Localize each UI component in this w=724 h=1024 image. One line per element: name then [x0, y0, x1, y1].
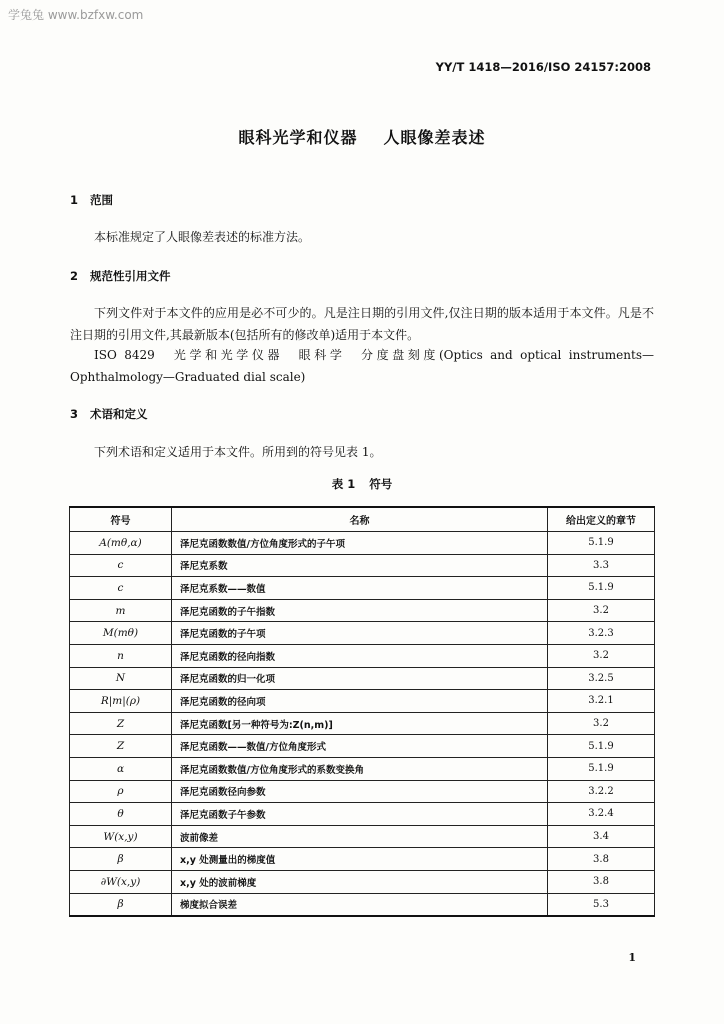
paragraph-terms-intro: 下列术语和定义适用于本文件。所用到的符号见表 1。	[94, 445, 382, 459]
row-name: 泽尼克函数的归一化项	[172, 667, 548, 690]
row-symbol: θ	[70, 803, 172, 826]
table-row	[70, 532, 655, 555]
table-caption	[0, 476, 724, 492]
table-row	[70, 599, 655, 622]
row-section: 3.2.3	[548, 622, 655, 645]
table-row	[70, 780, 655, 803]
table-header-row	[70, 507, 655, 532]
section-title: 术语和定义	[90, 407, 148, 421]
row-section: 5.1.9	[548, 735, 655, 758]
table-caption-number: 表 1	[331, 477, 356, 491]
row-section: 3.4	[548, 825, 655, 848]
page-number: 1	[628, 951, 636, 964]
row-section: 5.1.9	[548, 532, 655, 555]
row-symbol: Z	[70, 712, 172, 735]
watermark: 学兔兔 www.bzfxw.com	[8, 8, 144, 22]
section-heading-scope	[70, 192, 113, 208]
title-part-2: 人眼像差表述	[383, 128, 486, 147]
row-name: 波前像差	[172, 825, 548, 848]
title-part-1: 眼科光学和仪器	[238, 128, 358, 147]
section-number: 1	[70, 193, 79, 207]
row-symbol: Z	[70, 735, 172, 758]
table-row	[70, 644, 655, 667]
section-number: 3	[70, 407, 79, 421]
row-name: 梯度拟合误差	[172, 893, 548, 916]
row-name: 泽尼克函数数值/方位角度形式的子午项	[172, 532, 548, 555]
row-symbol: W(x,y)	[70, 825, 172, 848]
row-name: x,y 处测量出的梯度值	[172, 848, 548, 871]
document-title	[0, 125, 724, 148]
row-symbol: m	[70, 599, 172, 622]
row-name: 泽尼克函数的子午项	[172, 622, 548, 645]
table-row	[70, 825, 655, 848]
paragraph-normative-intro: 下列文件对于本文件的应用是必不可少的。凡是注日期的引用文件,仅注日期的版本适用于本文件。凡是不注日期的引用文件,其最新版本(包括所有的修改单)适用于本文件。	[70, 306, 654, 342]
row-symbol: M(mθ)	[70, 622, 172, 645]
section-heading-normative-references	[70, 268, 171, 284]
row-section: 3.2.2	[548, 780, 655, 803]
paragraph-scope: 本标准规定了人眼像差表述的标准方法。	[94, 230, 311, 244]
row-section: 3.3	[548, 554, 655, 577]
section-number: 2	[70, 269, 79, 283]
table-row	[70, 870, 655, 893]
row-symbol: ∂W(x,y)	[70, 870, 172, 893]
row-symbol: n	[70, 644, 172, 667]
table-row	[70, 757, 655, 780]
row-symbol: ρ	[70, 780, 172, 803]
table-row	[70, 848, 655, 871]
standard-number: YY/T 1418—2016/ISO 24157:2008	[435, 60, 651, 74]
table-row	[70, 577, 655, 600]
row-symbol: c	[70, 554, 172, 577]
row-section: 5.1.9	[548, 757, 655, 780]
header-section: 给出定义的章节	[548, 507, 655, 532]
row-section: 5.3	[548, 893, 655, 916]
table-caption-title: 符号	[369, 477, 393, 491]
row-section: 3.2	[548, 644, 655, 667]
header-symbol: 符号	[70, 507, 172, 532]
row-name: 泽尼克函数径向参数	[172, 780, 548, 803]
section-title: 规范性引用文件	[90, 269, 171, 283]
row-name: 泽尼克函数的子午指数	[172, 599, 548, 622]
row-symbol: A(mθ,α)	[70, 532, 172, 555]
row-section: 5.1.9	[548, 577, 655, 600]
paragraph-normative-reference: ISO 8429 光学和光学仪器 眼科学 分度盘刻度(Optics and optical instruments—Ophthalmology—Graduated dial scale)	[70, 348, 654, 384]
row-name: x,y 处的波前梯度	[172, 870, 548, 893]
row-symbol: c	[70, 577, 172, 600]
row-symbol: R|m|(ρ)	[70, 690, 172, 713]
row-symbol: β	[70, 893, 172, 916]
table-row	[70, 735, 655, 758]
section-title: 范围	[90, 193, 113, 207]
row-name: 泽尼克函数子午参数	[172, 803, 548, 826]
row-symbol: α	[70, 757, 172, 780]
row-name: 泽尼克函数的径向指数	[172, 644, 548, 667]
row-symbol: N	[70, 667, 172, 690]
table-row	[70, 690, 655, 713]
table-row	[70, 554, 655, 577]
row-section: 3.2	[548, 599, 655, 622]
table-row	[70, 667, 655, 690]
row-name: 泽尼克函数的径向项	[172, 690, 548, 713]
row-name: 泽尼克系数	[172, 554, 548, 577]
row-symbol: β	[70, 848, 172, 871]
row-section: 3.2.5	[548, 667, 655, 690]
row-section: 3.8	[548, 870, 655, 893]
row-name: 泽尼克系数——数值	[172, 577, 548, 600]
row-name: 泽尼克函数——数值/方位角度形式	[172, 735, 548, 758]
symbols-table	[69, 506, 655, 917]
table-row	[70, 622, 655, 645]
table-row	[70, 893, 655, 916]
section-heading-terms	[70, 406, 148, 422]
table-row	[70, 803, 655, 826]
row-section: 3.2.4	[548, 803, 655, 826]
row-section: 3.2	[548, 712, 655, 735]
row-section: 3.8	[548, 848, 655, 871]
header-name: 名称	[172, 507, 548, 532]
row-name: 泽尼克函数[另一种符号为:Z(n,m)]	[172, 712, 548, 735]
table-row	[70, 712, 655, 735]
row-section: 3.2.1	[548, 690, 655, 713]
row-name: 泽尼克函数数值/方位角度形式的系数变换角	[172, 757, 548, 780]
